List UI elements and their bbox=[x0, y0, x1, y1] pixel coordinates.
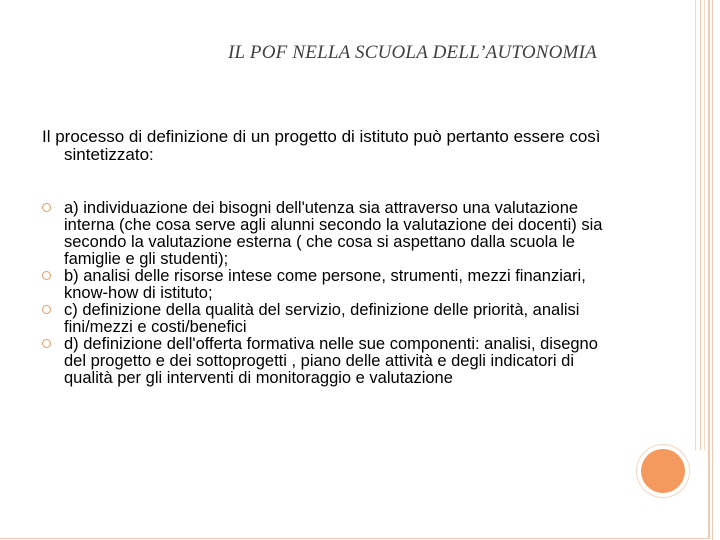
bullet-text: b) analisi delle risorse intese come persone, strumenti, mezzi finanziari, know-how di istituto; bbox=[64, 267, 586, 302]
frame-line bbox=[712, 0, 713, 540]
circle-bullet-icon bbox=[42, 339, 51, 348]
intro-text: Il processo di definizione di un progetto di istituto può pertanto essere così sintetizzato: bbox=[42, 127, 601, 164]
bullet-item bbox=[42, 336, 622, 387]
orange-circle-decoration-icon bbox=[641, 449, 685, 493]
circle-bullet-icon bbox=[42, 305, 51, 314]
bullet-item bbox=[42, 302, 622, 336]
frame-line bbox=[704, 0, 705, 450]
bullet-list bbox=[42, 200, 622, 387]
circle-bullet-icon bbox=[42, 271, 51, 280]
bullet-text: d) definizione dell'offerta formativa nelle sue componenti: analisi, disegno del progetto e dei sottoprogetti , piano delle attività e degli indicatori di qualità per gli interventi di monitoraggio e valutazione bbox=[64, 335, 598, 387]
frame-line bbox=[695, 0, 696, 450]
bullet-text: c) definizione della qualità del servizio, definizione delle priorità, analisi fini/mezzi e costi/benefici bbox=[64, 301, 580, 336]
bullet-item bbox=[42, 200, 622, 268]
frame-line bbox=[700, 0, 701, 450]
bullet-item bbox=[42, 268, 622, 302]
circle-bullet-icon bbox=[42, 203, 51, 212]
bullet-text: a) individuazione dei bisogni dell'utenza sia attraverso una valutazione interna (che cosa serve agli alunni secondo la valutazione dei docenti) sia secondo la valutazione esterna ( che cosa si aspettano dalla scuola le famiglie e gli studenti); bbox=[64, 199, 603, 268]
slide-title: IL POF NELLA SCUOLA DELL’AUTONOMIA bbox=[228, 42, 597, 63]
